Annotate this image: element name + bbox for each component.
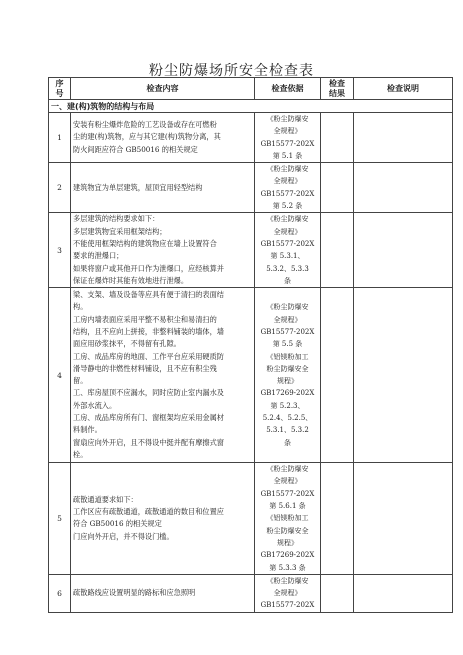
content-line: 多层建筑的结构要求如下： bbox=[73, 214, 160, 224]
content-line: 疏散通道要求如下： bbox=[73, 494, 138, 504]
table-row bbox=[49, 213, 453, 288]
content-line: 栓。 bbox=[73, 449, 88, 459]
table-row bbox=[49, 463, 453, 575]
basis-line: GB15577-202X bbox=[260, 601, 315, 610]
row-number: 3 bbox=[49, 213, 71, 288]
header-basis: 检查依据 bbox=[255, 78, 321, 100]
basis-line: 5.3.1、5.3.2 bbox=[266, 426, 309, 435]
basis-line: 全规程》 bbox=[273, 477, 302, 486]
content-line: 滑导静电的非燃性材料铺设，且不应有积尘残 bbox=[73, 363, 217, 373]
basis-line: 5.3.2、5.3.3 bbox=[266, 264, 309, 273]
content-line: 面应用砂浆抹平，不得留有孔隙。 bbox=[73, 339, 181, 349]
content-line: 结构，且不应向上拼接，非整料铺装的墙体，墙 bbox=[73, 326, 224, 336]
note-cell[interactable] bbox=[354, 463, 453, 575]
content-line: 留。 bbox=[73, 376, 88, 386]
section-row bbox=[49, 100, 453, 113]
content-line: 工、库房屋顶不应漏水，同时应防止室内漏水及 bbox=[73, 388, 224, 398]
basis-line: 全规程》 bbox=[273, 127, 302, 136]
content-line: 不能使用框架结构的建筑物应在墙上设置符合 bbox=[73, 238, 217, 248]
check-basis bbox=[255, 113, 321, 163]
check-basis bbox=[255, 213, 321, 288]
row-number: 2 bbox=[49, 163, 71, 213]
basis-line: 《粉尘防爆安 bbox=[266, 115, 309, 123]
basis-line: 第 5.2.3、 bbox=[270, 401, 305, 410]
content-line: 如果将窗户或其他开口作为泄爆口，应经核算并 bbox=[73, 263, 224, 273]
content-line: 防火间距应符合 GB50016 的相关规定 bbox=[73, 144, 198, 154]
inspection-table bbox=[48, 77, 453, 613]
check-basis bbox=[255, 463, 321, 575]
content-line: 工房内墙表面应采用平整不易积尘和易清扫的 bbox=[73, 314, 217, 324]
basis-line: GB17269-202X bbox=[260, 551, 315, 560]
basis-line: 第 5.3.1、 bbox=[270, 252, 305, 261]
basis-line: 《粉尘防爆安 bbox=[266, 576, 309, 585]
check-content bbox=[71, 163, 255, 213]
basis-line: 规程》 bbox=[277, 377, 298, 386]
content-line: 多层建筑物宜采用框架结构； bbox=[73, 226, 167, 236]
content-line: 门应向外开启，并不得设门槛。 bbox=[73, 531, 174, 541]
check-basis bbox=[255, 288, 321, 463]
result-cell[interactable] bbox=[321, 463, 354, 575]
basis-line: 《铝镁粉加工 bbox=[266, 514, 309, 523]
check-content bbox=[71, 288, 255, 463]
row-number: 6 bbox=[49, 574, 71, 612]
check-basis bbox=[255, 574, 321, 612]
page-title: 粉尘防爆场所安全检查表 bbox=[149, 63, 314, 79]
row-number: 4 bbox=[49, 288, 71, 463]
content-line: 工房、成品库房所有门、窗框架均应采用金属材 bbox=[73, 413, 224, 423]
basis-line: GB15577-202X bbox=[260, 327, 315, 336]
header-no: 序 号 bbox=[49, 78, 71, 100]
basis-line: 规程》 bbox=[277, 538, 298, 547]
basis-line: 第 5.6.1 条 bbox=[269, 502, 306, 511]
result-cell[interactable] bbox=[321, 574, 354, 612]
basis-line: GB17269-202X bbox=[260, 389, 315, 398]
basis-line: 条 bbox=[284, 438, 291, 447]
basis-line: 《铝镁粉加工 bbox=[266, 352, 309, 361]
row-number: 5 bbox=[49, 463, 71, 575]
content-line: 构。 bbox=[73, 302, 88, 312]
content-line: 窗扇应向外开启，且不得设中挺并配有摩擦式窗 bbox=[73, 437, 224, 447]
basis-line: 粉尘防爆安全 bbox=[266, 526, 309, 535]
basis-line: GB15577-202X bbox=[260, 489, 315, 498]
result-cell[interactable] bbox=[321, 288, 354, 463]
table-row bbox=[49, 288, 453, 463]
content-line: 要求的泄爆口； bbox=[73, 251, 124, 261]
content-line: 保证在爆炸时其能有效地进行泄爆。 bbox=[73, 275, 189, 285]
header-note: 检查说明 bbox=[354, 78, 453, 100]
basis-line: 《粉尘防爆安 bbox=[266, 465, 309, 474]
basis-line: 全规程》 bbox=[273, 315, 302, 324]
check-content bbox=[71, 113, 255, 163]
note-cell[interactable] bbox=[354, 163, 453, 213]
check-basis bbox=[255, 163, 321, 213]
table-row bbox=[49, 574, 453, 612]
basis-line: GB15577-202X bbox=[260, 189, 315, 198]
note-cell[interactable] bbox=[354, 288, 453, 463]
row-number: 1 bbox=[49, 113, 71, 163]
header-result: 检查 结果 bbox=[321, 78, 354, 100]
basis-line: 第 5.2 条 bbox=[272, 202, 303, 211]
basis-line: 粉尘防爆安全 bbox=[266, 364, 309, 373]
content-line: 疏散路线应设置明显的路标和应急照明 bbox=[73, 588, 196, 598]
basis-line: 全规程》 bbox=[273, 227, 302, 236]
basis-line: 条 bbox=[284, 276, 291, 285]
note-cell[interactable] bbox=[354, 113, 453, 163]
content-line: 料制作。 bbox=[73, 425, 102, 435]
check-content bbox=[71, 463, 255, 575]
basis-line: 5.2.4、5.2.5、 bbox=[262, 414, 313, 423]
check-content bbox=[71, 213, 255, 288]
table-header-row bbox=[49, 78, 453, 100]
basis-line: GB15577-202X bbox=[260, 239, 315, 248]
content-line: 外部水流入。 bbox=[73, 400, 117, 410]
basis-line: 第 5.5 条 bbox=[272, 340, 303, 349]
header-content: 检查内容 bbox=[71, 78, 255, 100]
note-cell[interactable] bbox=[354, 213, 453, 288]
result-cell[interactable] bbox=[321, 213, 354, 288]
result-cell[interactable] bbox=[321, 163, 354, 213]
table-row bbox=[49, 113, 453, 163]
note-cell[interactable] bbox=[354, 574, 453, 612]
basis-line: 第 5.3.3 条 bbox=[269, 563, 306, 572]
content-line: 梁、支架、墙及设备等应具有便于清扫的表面结 bbox=[73, 290, 224, 300]
content-line: 安装有粉尘爆炸危险的工艺设备或存在可燃粉 bbox=[73, 120, 217, 130]
basis-line: 第 5.1 条 bbox=[272, 151, 303, 160]
content-line: 工作区应有疏散通道，疏散通道的数目和位置应 bbox=[73, 507, 224, 517]
basis-line: 全规程》 bbox=[273, 177, 302, 186]
basis-line: GB15577-202X bbox=[260, 139, 315, 148]
basis-line: 《粉尘防爆安 bbox=[266, 303, 309, 312]
basis-line: 《粉尘防爆安 bbox=[266, 215, 309, 224]
result-cell[interactable] bbox=[321, 113, 354, 163]
basis-line: 《粉尘防爆安 bbox=[266, 165, 309, 174]
section-title: 一、建(构)筑物的结构与布局 bbox=[49, 100, 453, 113]
basis-line: 全规程》 bbox=[273, 589, 302, 598]
content-line: 工房、成品库房的地面、工作平台应采用硬质防 bbox=[73, 351, 224, 361]
table-row bbox=[49, 163, 453, 213]
content-line: 符合 GB50016 的相关规定 bbox=[73, 519, 162, 529]
content-line: 建筑物宜为单层建筑，屋顶宜用轻型结构 bbox=[73, 182, 203, 192]
content-line: 尘的建(构)筑物，应与其它建(构)筑物分离，其 bbox=[73, 132, 221, 142]
check-content bbox=[71, 574, 255, 612]
